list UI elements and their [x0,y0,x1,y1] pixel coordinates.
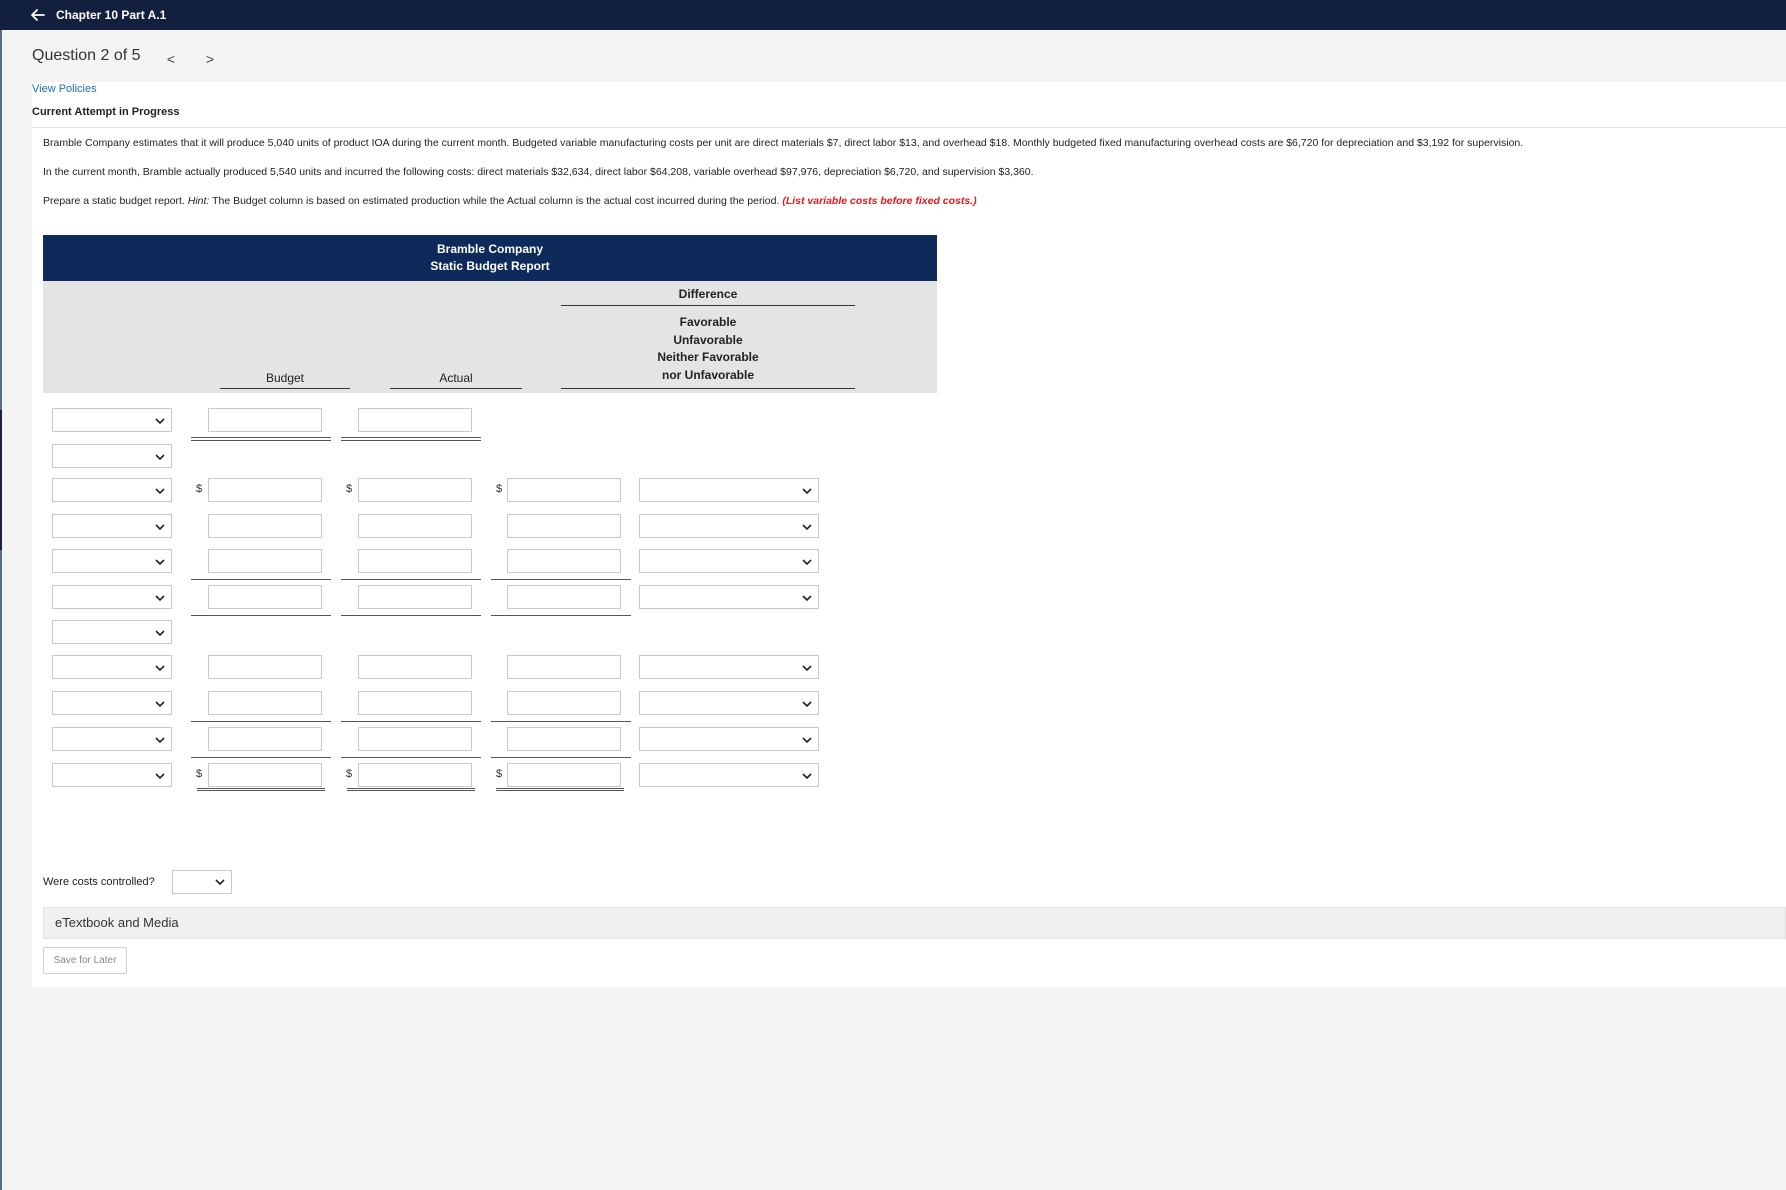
chevron-down-icon [155,558,165,566]
line-item-select[interactable] [52,763,172,787]
view-policies-link[interactable]: View Policies [32,83,97,95]
budget-input[interactable] [208,585,322,609]
actual-input[interactable] [358,763,472,787]
actual-input[interactable] [358,691,472,715]
chevron-down-icon [155,629,165,637]
window-left-edge [0,30,2,1190]
problem-paragraph-3 [43,195,977,207]
double-underline [496,788,624,789]
report-row [43,543,937,579]
currency-symbol: $ [196,768,203,780]
line-item-select[interactable] [52,549,172,573]
line-item-select[interactable] [52,444,172,468]
report-row [43,757,937,793]
difference-input[interactable] [507,655,621,679]
budget-input[interactable] [208,655,322,679]
problem-paragraph-1: Bramble Company estimates that it will produce 5,040 units of product IOA during the current month. Budgeted variable manufacturing costs per unit are direct materials $7, direct labor $13, and overhead $18. Monthly budgeted fixed manufacturing overhead costs are $6,720 for depreciation and $3,192 for supervision. [43,137,1524,149]
question-counter: Question 2 of 5 [32,47,141,64]
difference-input[interactable] [507,727,621,751]
line-item-select[interactable] [52,585,172,609]
chevron-down-icon [802,772,812,780]
chevron-down-icon [802,736,812,744]
chevron-down-icon [802,664,812,672]
report-title: Static Budget Report [430,259,550,273]
save-for-later-button[interactable]: Save for Later [43,947,127,974]
double-underline [197,788,325,789]
favorability-select[interactable] [639,655,819,679]
chevron-down-icon [155,594,165,602]
chevron-down-icon [802,487,812,495]
double-underline [496,790,624,791]
budget-input[interactable] [208,727,322,751]
chapter-title: Chapter 10 Part A.1 [56,8,167,22]
report-row [43,508,937,544]
difference-input[interactable] [507,585,621,609]
question-nav [32,40,1786,82]
etextbook-media-link[interactable]: eTextbook and Media [43,907,1786,939]
double-underline [197,790,325,791]
difference-options [561,314,855,384]
budget-input[interactable] [208,763,322,787]
column-headers [43,281,937,393]
instruction-text: Prepare a static budget report. [43,195,188,207]
actual-input[interactable] [358,478,472,502]
difference-underline [561,305,855,306]
report-row [43,579,937,615]
chevron-down-icon [802,523,812,531]
chevron-down-icon [155,453,165,461]
chevron-down-icon [155,664,165,672]
line-item-select[interactable] [52,514,172,538]
ordering-note: (List variable costs before fixed costs.) [782,195,977,207]
difference-input[interactable] [507,514,621,538]
difference-input[interactable] [507,763,621,787]
chevron-down-icon [155,772,165,780]
next-question-button[interactable]: > [205,51,215,67]
difference-header: Difference [678,287,738,301]
report-row [43,649,937,685]
arrow-left-icon[interactable] [30,7,46,23]
neither-label: Neither Favorable [657,350,759,364]
favorability-select[interactable] [639,585,819,609]
difference-input[interactable] [507,478,621,502]
currency-symbol: $ [196,483,203,495]
chevron-down-icon [155,736,165,744]
report-row [43,685,937,721]
currency-symbol: $ [346,483,353,495]
report-row [43,402,937,438]
chevron-down-icon [155,487,165,495]
report-header [43,235,937,281]
budget-input[interactable] [208,549,322,573]
chevron-down-icon [155,417,165,425]
hint-text: The Budget column is based on estimated production while the Actual column is the actual cost incurred during the period. [209,195,783,207]
report-row [43,721,937,757]
actual-input[interactable] [358,655,472,679]
difference-options-underline [561,388,855,389]
chevron-down-icon [802,558,812,566]
double-underline [347,790,475,791]
budget-header: Budget [265,371,305,385]
costs-controlled-label: Were costs controlled? [43,876,155,888]
line-item-select[interactable] [52,691,172,715]
actual-header: Actual [439,371,473,385]
line-item-select[interactable] [52,655,172,679]
costs-controlled-select[interactable] [172,870,232,894]
budget-underline [220,388,350,389]
line-item-select[interactable] [52,478,172,502]
window-left-edge-dark [0,410,2,550]
line-item-select[interactable] [52,620,172,644]
actual-underline [390,388,522,389]
chevron-down-icon [802,594,812,602]
budget-input[interactable] [208,478,322,502]
difference-input[interactable] [507,691,621,715]
favorability-select[interactable] [639,691,819,715]
favorability-select[interactable] [639,478,819,502]
budget-input[interactable] [208,691,322,715]
line-item-select[interactable] [52,408,172,432]
problem-paragraph-2: In the current month, Bramble actually produced 5,540 units and incurred the following costs: direct materials $32,634, direct labor $64,208, variable overhead $97,976, depreciation $6,720, and supervision $3,360. [43,166,1034,178]
attempt-status: Current Attempt in Progress [32,106,180,118]
unfavorable-label: Unfavorable [673,332,743,347]
favorability-select[interactable] [639,514,819,538]
previous-question-button[interactable]: < [166,51,176,67]
chevron-down-icon [155,523,165,531]
question-panel [32,82,1786,987]
difference-input[interactable] [507,549,621,573]
hint-label: Hint: [187,195,210,207]
favorability-select[interactable] [639,549,819,573]
line-item-select[interactable] [52,727,172,751]
chevron-down-icon [802,700,812,708]
favorable-label: Favorable [679,315,737,329]
chevron-down-icon [215,878,225,886]
currency-symbol: $ [496,483,503,495]
neither-label-2: nor Unfavorable [661,367,754,382]
actual-input[interactable] [358,408,472,432]
actual-input[interactable] [358,549,472,573]
actual-input[interactable] [358,727,472,751]
double-underline [347,788,475,789]
chevron-down-icon [155,700,165,708]
actual-input[interactable] [358,514,472,538]
budget-input[interactable] [208,514,322,538]
budget-input[interactable] [208,408,322,432]
favorability-select[interactable] [639,727,819,751]
favorability-select[interactable] [639,763,819,787]
report-row [43,614,937,650]
company-name: Bramble Company [436,242,544,256]
report-row [43,438,937,474]
actual-input[interactable] [358,585,472,609]
top-bar [0,0,1786,30]
divider [32,127,1786,128]
currency-symbol: $ [346,768,353,780]
report-row [43,472,937,508]
currency-symbol: $ [496,768,503,780]
